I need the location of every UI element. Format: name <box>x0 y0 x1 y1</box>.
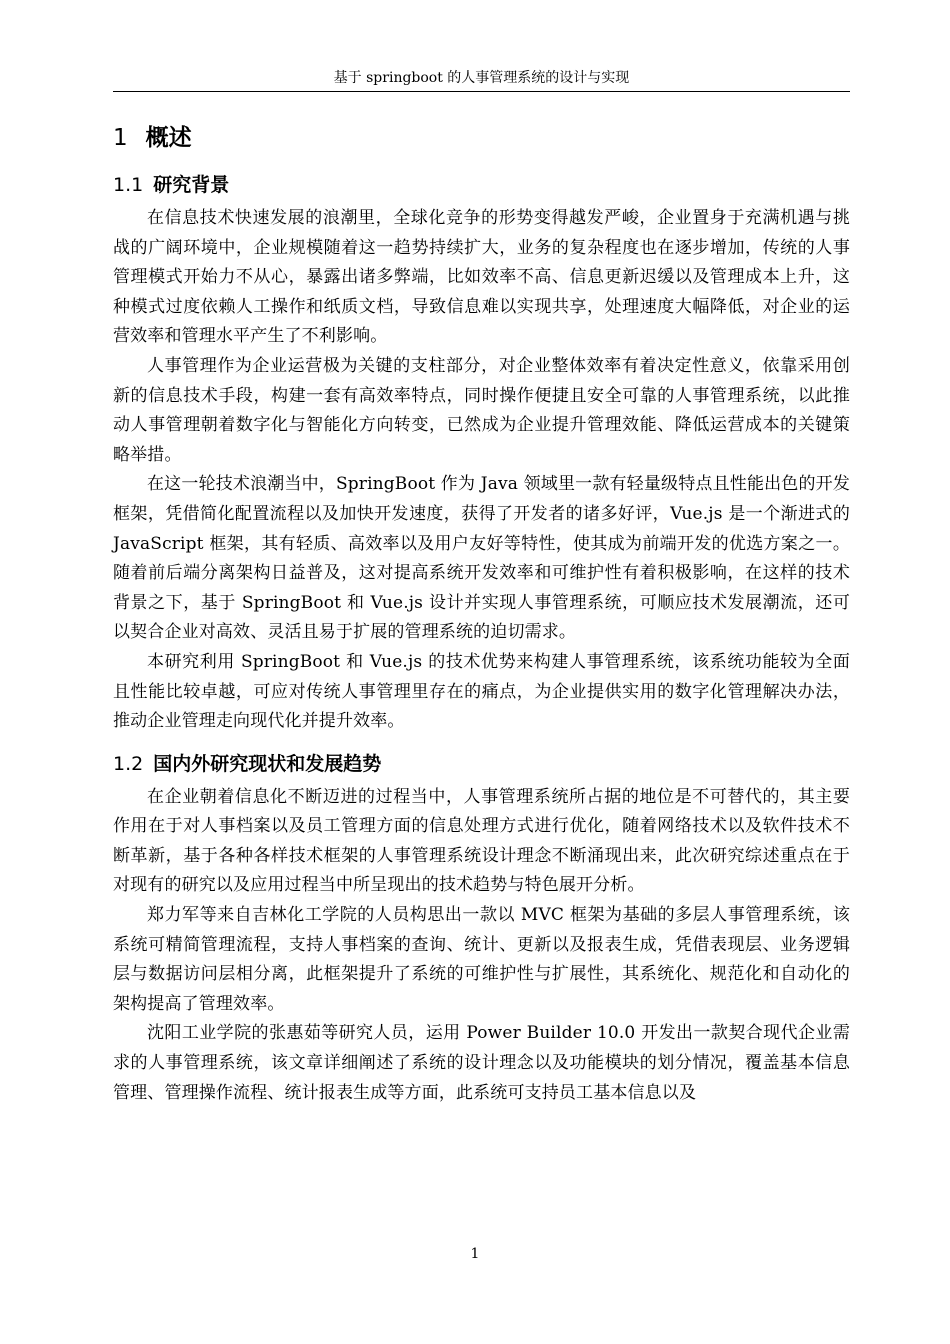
running-header: 基于 springboot 的人事管理系统的设计与实现 <box>333 70 630 86</box>
section-heading <box>113 166 850 204</box>
section-heading <box>113 745 850 783</box>
paragraph: 本研究利用 SpringBoot 和 Vue.js 的技术优势来构建人事管理系统，该系统功能较为全面且性能比较卓越，可应对传统人事管理里存在的痛点，为企业提供实用的数字化管理解决办法，推动企业管理走向现代化并提升效率。 <box>113 651 850 732</box>
section-1-2 <box>113 745 850 1109</box>
page-body <box>113 118 850 1108</box>
section-number: 1.2 <box>113 752 144 775</box>
section-number: 1.1 <box>113 174 144 196</box>
paragraph: 在这一轮技术浪潮当中，SpringBoot 作为 Java 领域里一款有轻量级特点且性能出色的开发框架，凭借简化配置流程以及加快开发速度，获得了开发者的诸多好评，Vue.js 是一个渐进式的 JavaScript 框架，其有轻质、高效率以及用户友好等特性，使其成为前端开发的优选方案之一。随着前后端分离架构日益普及，这对提高系统开发效率和可维护性有着积极影响，在这样的技术背景之下，基于 SpringBoot 和 Vue.js 设计并实现人事管理系统，可顺应技术发展潮流，还可以契合企业对高效、灵活且易于扩展的管理系统的迫切需求。 <box>113 474 850 643</box>
header-rule <box>113 91 850 92</box>
section-title: 研究背景 <box>153 174 230 196</box>
paragraph: 在企业朝着信息化不断迈进的过程当中，人事管理系统所占据的地位是不可替代的，其主要作用在于对人事档案以及员工管理方面的信息处理方式进行优化，随着网络技术以及软件技术不断革新，基于各种各样技术框架的人事管理系统设计理念不断涌现出来，此次研究综述重点在于对现有的研究以及应用过程当中所呈现出的技术趋势与特色展开分析。 <box>113 786 850 896</box>
chapter-number: 1 <box>113 125 128 151</box>
page-number: 1 <box>470 1246 480 1262</box>
section-title: 国内外研究现状和发展趋势 <box>153 752 382 775</box>
paragraph: 人事管理作为企业运营极为关键的支柱部分，对企业整体效率有着决定性意义，依靠采用创新的信息技术手段，构建一套有高效率特点，同时操作便捷且安全可靠的人事管理系统，以此推动人事管理朝着数字化与智能化方向转变，已然成为企业提升管理效能、降低运营成本的关键策略举措。 <box>113 355 850 465</box>
paragraph: 郑力军等来自吉林化工学院的人员构思出一款以 MVC 框架为基础的多层人事管理系统，该系统可精简管理流程，支持人事档案的查询、统计、更新以及报表生成，凭借表现层、业务逻辑层与数据访问层相分离，此框架提升了系统的可维护性与扩展性，其系统化、规范化和自动化的架构提高了管理效率。 <box>113 905 850 1014</box>
chapter-heading <box>113 118 850 158</box>
chapter-title: 概述 <box>145 125 192 151</box>
paragraph: 沈阳工业学院的张惠茹等研究人员，运用 Power Builder 10.0 开发出一款契合现代企业需求的人事管理系统，该文章详细阐述了系统的设计理念以及功能模块的划分情况，覆盖基本信息管理、管理操作流程、统计报表生成等方面，此系统可支持员工基本信息以及 <box>113 1023 850 1103</box>
paragraph: 在信息技术快速发展的浪潮里，全球化竞争的形势变得越发严峻，企业置身于充满机遇与挑战的广阔环境中，企业规模随着这一趋势持续扩大，业务的复杂程度也在逐步增加，传统的人事管理模式开始力不从心，暴露出诸多弊端，比如效率不高、信息更新迟缓以及管理成本上升，这种模式过度依赖人工操作和纸质文档，导致信息难以实现共享，处理速度大幅降低，对企业的运营效率和管理水平产生了不利影响。 <box>113 208 850 347</box>
section-1-1 <box>113 166 850 737</box>
